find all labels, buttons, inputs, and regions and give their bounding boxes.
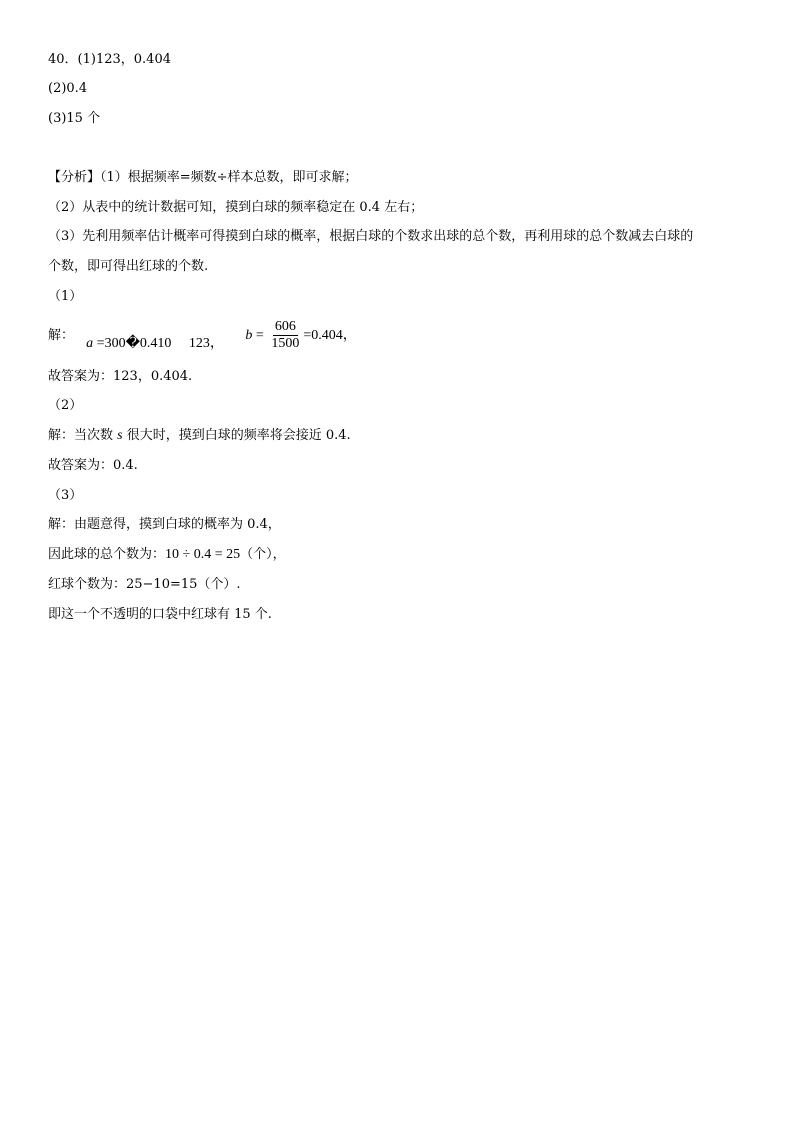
analysis-line-2: （2）从表中的统计数据可知，摸到白球的频率稳定在 0.4 左右；: [48, 200, 424, 215]
part2-solve-post: 很大时，摸到白球的频率将会接近 0.4.: [122, 428, 351, 443]
part3-line-3: 红球个数为：25−10=15（个）.: [48, 577, 241, 592]
var-b: b: [245, 328, 253, 343]
fraction-denominator: 1500: [271, 336, 300, 352]
part2-answer: 故答案为：0.4.: [48, 458, 138, 473]
part1-answer: 故答案为：123，0.404.: [48, 369, 193, 384]
eq-a-equals: =: [96, 336, 105, 351]
part1-solution: [48, 318, 357, 354]
part1-solve-label: 解：: [48, 328, 75, 343]
fraction-numerator: 606: [274, 319, 296, 335]
var-s: s: [117, 428, 123, 443]
answer-line-2: (2)0.4: [48, 81, 88, 96]
part1-heading: （1）: [48, 289, 83, 304]
part2-solve-pre: 解：当次数: [48, 428, 118, 443]
equation-a: [86, 336, 227, 351]
eq-a-sep: ，: [209, 336, 224, 351]
eq-b-sep: ，: [342, 328, 357, 343]
part3-line2-post: （个），: [240, 547, 286, 562]
part3-line-1: 解：由题意得，摸到白球的概率为 0.4，: [48, 517, 281, 532]
fraction: [269, 319, 301, 352]
part3-line-4: 即这一个不透明的口袋中红球有 15 个.: [48, 607, 272, 622]
eq-a-expr: 300�0.410: [104, 336, 172, 351]
part3-line-2: [48, 546, 286, 564]
part2-heading: （2）: [48, 398, 83, 413]
var-a: a: [86, 336, 94, 351]
eq-b-equals-2: =: [303, 328, 312, 343]
part3-heading: （3）: [48, 488, 83, 503]
equation-b: [245, 319, 357, 352]
eq-a-result: 123: [188, 336, 210, 351]
analysis-line-3b: 个数，即可得出红球的个数.: [48, 259, 209, 274]
part3-line2-math: 10 ÷ 0.4 = 25: [165, 547, 241, 562]
eq-b-result: 0.404: [311, 328, 343, 343]
answer-line-3: (3)15 个: [48, 111, 101, 126]
part3-line2-pre: 因此球的总个数为：: [48, 547, 166, 562]
part2-solution: [48, 427, 351, 445]
answer-line-1: 40．(1)123，0.404: [48, 52, 171, 67]
analysis-line-3a: （3）先利用频率估计概率可得摸到白球的概率，根据白球的个数求出球的总个数，再利用球的总个数减去白球的: [48, 229, 694, 244]
eq-b-equals: =: [255, 328, 264, 343]
analysis-line-1: 【分析】（1）根据频率=频数÷样本总数，即可求解；: [48, 170, 358, 185]
